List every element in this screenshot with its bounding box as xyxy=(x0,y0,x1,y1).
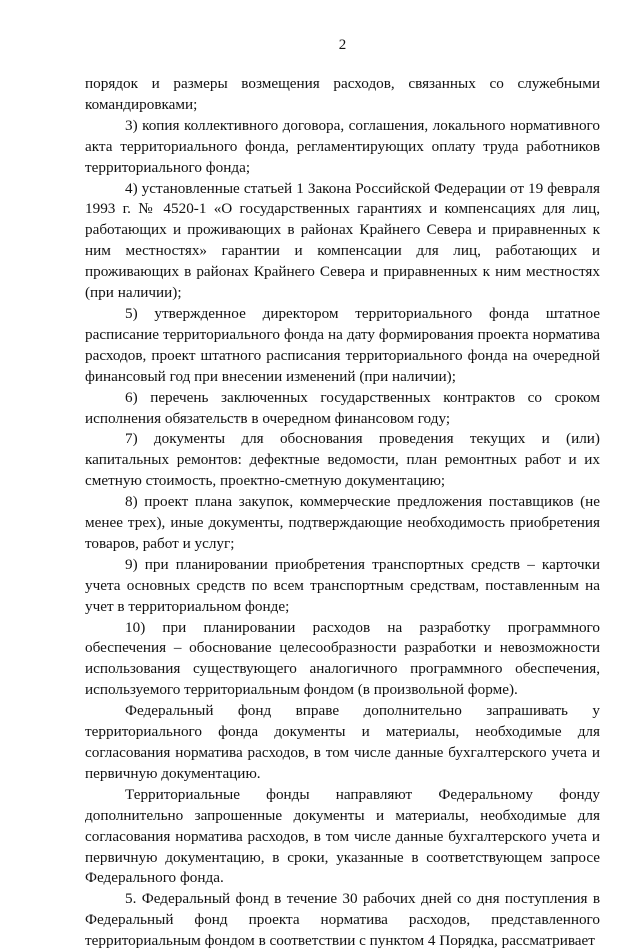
paragraph: 8) проект плана закупок, коммерческие предложения поставщиков (не менее трех), иные документы, подтверждающие необходимость приобретения товаров, работ и услуг; xyxy=(85,493,600,552)
paragraph: 9) при планировании приобретения транспортных средств – карточки учета основных средств по всем транспортным средствам, поставленным на учет в территориальном фонде; xyxy=(85,555,600,615)
paragraph: 3) копия коллективного договора, соглашения, локального нормативного акта территориального фонда, регламентирующих оплату труда работников территориального фонда; xyxy=(85,116,600,176)
paragraph: 7) документы для обоснования проведения текущих и (или) капитальных ремонтов: дефектные ведомости, план ремонтных работ и их сметную стоимость, проектно-сметную документацию; xyxy=(85,430,600,490)
paragraph: Федеральный фонд вправе дополнительно запрашивать у территориального фонда документы и материалы, необходимые для согласования норматива расходов, в том числе данные бухгалтерского учета и первичную документацию. xyxy=(85,702,600,782)
document-body xyxy=(85,74,600,952)
paragraph: 5. Федеральный фонд в течение 30 рабочих дней со дня поступления в Федеральный фонд проекта норматива расходов, представленного территориальным фондом в соответствии с пунктом 4 Порядка, рассматривает xyxy=(85,890,600,950)
paragraph: 4) установленные статьей 1 Закона Российской Федерации от 19 февраля 1993 г. № 4520-1 «О государственных гарантиях и компенсациях для лиц, работающих и проживающих в районах Крайнего Севера и приравненных к ним местностях» гарантии и компенсации для лиц, работающих и проживающих в районах Крайнего Севера и приравненных к ним местностях (при наличии); xyxy=(85,179,600,302)
paragraph: Территориальные фонды направляют Федеральному фонду дополнительно запрошенные документы и материалы, необходимые для согласования норматива расходов, в том числе данные бухгалтерского учета и первичную документацию, в сроки, указанные в соответствующем запросе Федерального фонда. xyxy=(85,785,600,887)
paragraph: 6) перечень заключенных государственных контрактов со сроком исполнения обязательств в очередном финансовом году; xyxy=(85,388,600,427)
paragraph: порядок и размеры возмещения расходов, связанных со служебными командировками; xyxy=(85,75,600,113)
paragraph: 5) утвержденное директором территориального фонда штатное расписание территориального фонда на дату формирования проекта норматива расходов, проект штатного расписания территориального фонда на очередной финансовый год при внесении изменений (при наличии); xyxy=(85,304,600,385)
page-number: 2 xyxy=(338,37,347,53)
paragraph: 10) при планировании расходов на разработку программного обеспечения – обоснование целесообразности разработки и невозможности использования существующего аналогичного программного обеспечения, используемого территориальным фондом (в произвольной форме). xyxy=(85,618,600,699)
